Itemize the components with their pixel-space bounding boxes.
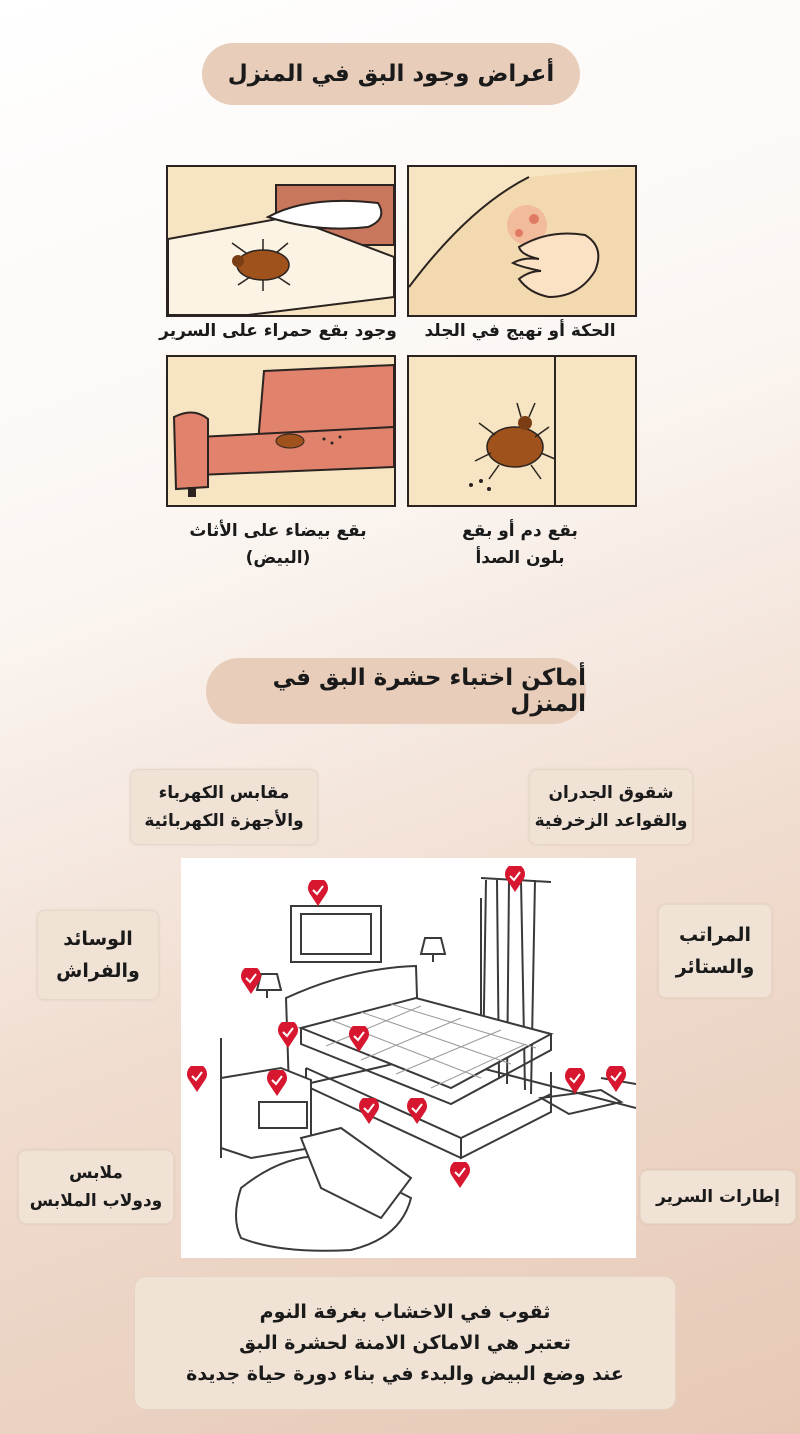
marker-icon: [606, 1066, 626, 1096]
marker-icon: [505, 866, 525, 896]
symptom-panel-bed-stains: [166, 165, 396, 317]
place-wall-cracks: شقوق الجدران والقواعد الزخرفية: [529, 769, 693, 845]
marker-icon: [450, 1162, 470, 1192]
bed-with-bug-illustration: [168, 167, 394, 315]
sofa-illustration: [168, 357, 394, 505]
bed-bug-icon: [237, 250, 289, 280]
section1-title: أعراض وجود البق في المنزل: [202, 43, 580, 105]
place-bed-frames: إطارات السرير: [640, 1170, 796, 1224]
symptom-caption-bed-stains: وجود بقع حمراء على السرير: [159, 321, 397, 341]
place-electrical-outlets: مقابس الكهرباء والأجهزة الكهربائية: [130, 769, 318, 845]
marker-icon: [308, 880, 328, 910]
symptom-panel-blood-spots: [407, 355, 637, 507]
symptom-panel-white-spots: [166, 355, 396, 507]
wall-bug-illustration: [409, 357, 635, 505]
symptom-panel-itching: [407, 165, 637, 317]
place-clothes-wardrobe: ملابس ودولاب الملابس: [18, 1150, 174, 1224]
marker-icon: [407, 1098, 427, 1128]
marker-icon: [565, 1068, 585, 1098]
symptom-caption-white-spots: بقع بيضاء على الأثاث (البيض): [189, 521, 367, 568]
footer-note: ثقوب في الاخشاب بغرفة النوم تعتبر هي الاماكن الامنة لحشرة البق عند وضع البيض والبدء في بناء دورة حياة جديدة: [134, 1276, 676, 1410]
place-mattresses-curtains: المراتب والستائر: [658, 904, 772, 998]
bedroom-illustration: [181, 858, 636, 1258]
marker-icon: [241, 968, 261, 998]
bedroom-drawing: [181, 858, 636, 1258]
symptom-caption-itching: الحكة أو تهيج في الجلد: [424, 321, 616, 341]
itching-skin-illustration: [409, 167, 635, 315]
bed-bug-icon: [487, 427, 543, 467]
symptom-caption-blood-spots: بقع دم أو بقع بلون الصدأ: [462, 521, 578, 568]
bed-bug-icon: [276, 434, 304, 448]
section2-title: أماكن اختباء حشرة البق في المنزل: [206, 658, 586, 724]
marker-icon: [349, 1026, 369, 1056]
marker-icon: [267, 1070, 287, 1100]
marker-icon: [187, 1066, 207, 1096]
marker-icon: [278, 1022, 298, 1052]
marker-icon: [359, 1098, 379, 1128]
place-pillows-bedding: الوسائد والفراش: [37, 910, 159, 1000]
